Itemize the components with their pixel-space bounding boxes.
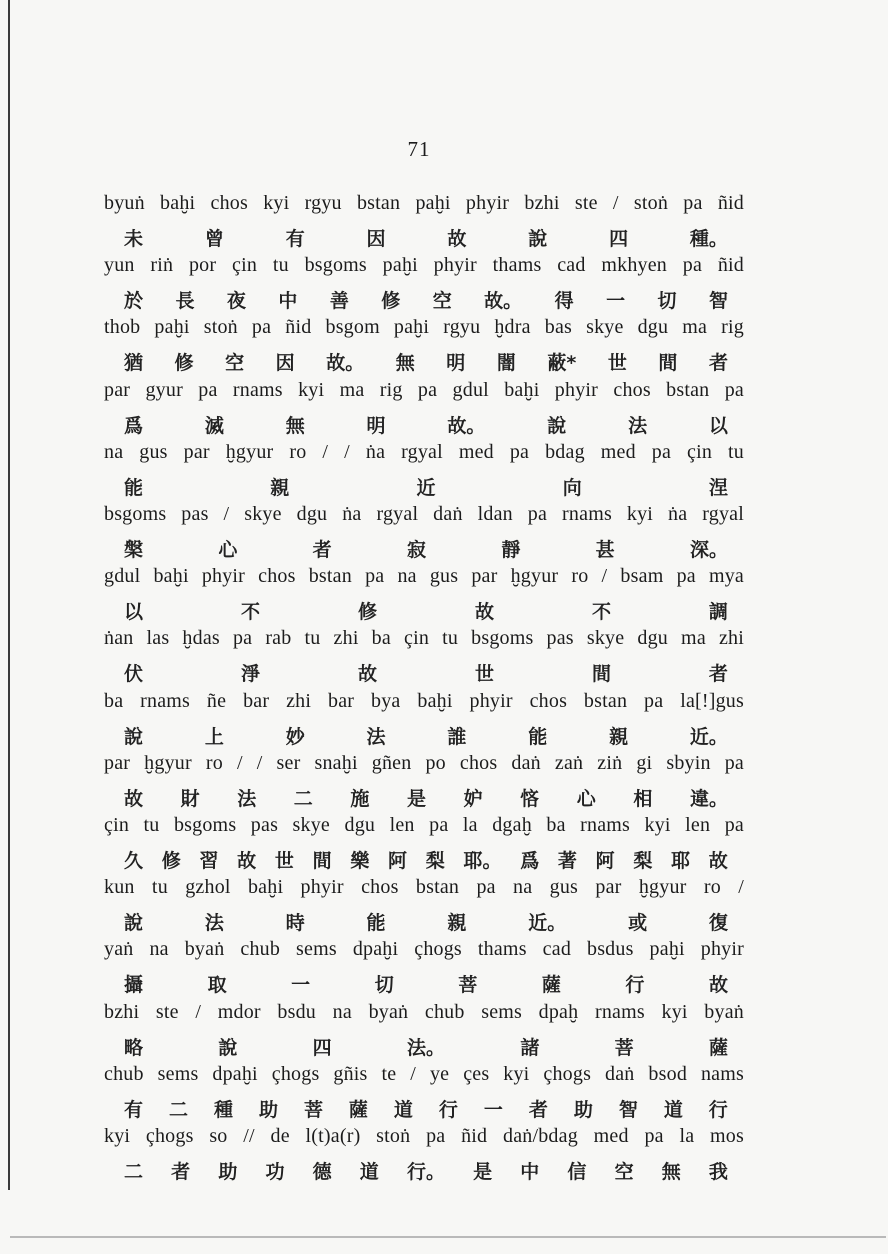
chinese-line <box>124 722 728 749</box>
chinese-character: 是 <box>406 787 426 810</box>
chinese-character: 近。 <box>689 725 728 748</box>
chinese-character: 無 <box>395 352 415 375</box>
chinese-character: 說 <box>124 725 144 748</box>
chinese-character: 二 <box>293 787 313 810</box>
chinese-character: 誰 <box>447 725 467 748</box>
chinese-character: 久 <box>124 850 144 872</box>
chinese-character: 不 <box>591 601 611 624</box>
chinese-character: 故 <box>474 601 494 624</box>
chinese-character: 故。 <box>326 352 365 375</box>
chinese-character: 悋 <box>520 787 540 810</box>
chinese-character: 不 <box>240 601 260 624</box>
chinese-line <box>124 348 728 375</box>
chinese-character: 行。 <box>406 1161 445 1183</box>
chinese-character: 種。 <box>689 228 728 250</box>
chinese-character: 者 <box>708 663 728 686</box>
chinese-line <box>124 970 728 997</box>
chinese-character: 梨 <box>425 850 445 872</box>
chinese-character: 明 <box>446 352 466 375</box>
chinese-character: 長 <box>175 290 195 313</box>
chinese-line <box>124 224 728 251</box>
chinese-character: 故。 <box>447 414 486 437</box>
chinese-character: 因 <box>275 352 295 375</box>
chinese-character: 阿 <box>595 850 615 872</box>
tibetan-line: bsgoms pas / skye dgu ṅa rgyal daṅ ldan pa rnams kyi ṅa rgyal <box>104 503 744 525</box>
chinese-character: 說 <box>124 912 144 935</box>
tibetan-line: ṅan las ḫdas pa rab tu zhi ba çin tu bsgoms pas skye dgu ma zhi <box>104 627 744 650</box>
chinese-character: 道 <box>663 1098 683 1121</box>
chinese-character: 一 <box>483 1098 503 1121</box>
chinese-character: 薩 <box>541 974 561 997</box>
chinese-character: 復 <box>708 912 728 935</box>
chinese-character: 薩 <box>348 1098 368 1121</box>
tibetan-line: ba rnams ñe bar zhi bar bya baḫi phyir chos bstan pa la[!]gus <box>104 689 744 712</box>
chinese-character: 菩 <box>614 1036 634 1059</box>
chinese-character: 智 <box>618 1098 638 1121</box>
chinese-character: 中 <box>520 1161 540 1183</box>
chinese-line <box>124 411 728 438</box>
chinese-character: 著 <box>557 850 577 872</box>
chinese-character: 上 <box>204 725 224 748</box>
chinese-character: 爲 <box>124 414 144 437</box>
chinese-character: 無 <box>661 1161 681 1183</box>
tibetan-line: kyi çhogs so // de l(t)a(r) stoṅ pa ñid daṅ/bdag med pa la mos <box>104 1125 744 1147</box>
chinese-line <box>124 659 728 686</box>
chinese-line <box>124 1033 728 1060</box>
chinese-character: 取 <box>207 974 227 997</box>
tibetan-line: byuṅ baḫi chos kyi rgyu bstan paḫi phyir bzhi ste / stoṅ pa ñid <box>104 192 744 214</box>
chinese-character: 修 <box>174 352 194 375</box>
left-margin-rule <box>8 0 10 1190</box>
tibetan-line: bzhi ste / mdor bsdu na byaṅ chub sems dpaḫ rnams kyi byaṅ <box>104 1000 744 1023</box>
chinese-character: 時 <box>285 912 305 935</box>
chinese-character: 菩 <box>303 1098 323 1121</box>
chinese-character: 道 <box>393 1098 413 1121</box>
chinese-character: 中 <box>278 290 298 313</box>
chinese-character: 或 <box>628 912 648 935</box>
chinese-character: 是 <box>473 1161 493 1183</box>
tibetan-line: çin tu bsgoms pas skye dgu len pa la dgaḫ ba rnams kyi len pa <box>104 814 744 836</box>
chinese-character: 能 <box>528 725 548 748</box>
tibetan-line: na gus par ḫgyur ro / / ṅa rgyal med pa bdag med pa çin tu <box>104 440 744 463</box>
tibetan-line: par ḫgyur ro / / ser snaḫi gñen po chos daṅ zaṅ ziṅ gi sbyin pa <box>104 751 744 774</box>
chinese-character: 者 <box>312 539 332 561</box>
chinese-character: 阿 <box>388 850 408 872</box>
chinese-line <box>124 473 728 500</box>
chinese-character: 蔽* <box>547 352 577 375</box>
chinese-character: 者 <box>528 1098 548 1121</box>
chinese-character: 間 <box>591 663 611 686</box>
chinese-character: 近。 <box>528 912 567 935</box>
chinese-character: 故 <box>708 974 728 997</box>
chinese-character: 以 <box>124 601 144 624</box>
chinese-character: 施 <box>350 787 370 810</box>
chinese-character: 行 <box>625 974 645 997</box>
chinese-character: 曾 <box>204 228 224 250</box>
chinese-character: 親 <box>270 476 290 499</box>
chinese-character: 道 <box>359 1161 379 1183</box>
chinese-character: 修 <box>357 601 377 624</box>
chinese-character: 法 <box>204 912 224 935</box>
chinese-character: 伏 <box>124 663 144 686</box>
chinese-character: 助 <box>218 1161 238 1183</box>
chinese-character: 法 <box>237 787 257 810</box>
chinese-character: 近 <box>416 476 436 499</box>
chinese-character: 因 <box>366 228 386 250</box>
chinese-character: 耶。 <box>463 850 502 872</box>
chinese-character: 空 <box>432 290 452 313</box>
chinese-character: 甚 <box>595 539 615 561</box>
chinese-character: 說 <box>547 414 567 437</box>
chinese-character: 向 <box>562 476 582 499</box>
chinese-character: 種 <box>213 1098 233 1121</box>
chinese-character: 靜 <box>501 539 521 561</box>
chinese-character: 法 <box>628 414 648 437</box>
chinese-character: 未 <box>124 228 144 250</box>
chinese-character: 行 <box>438 1098 458 1121</box>
chinese-character: 親 <box>447 912 467 935</box>
chinese-character: 菩 <box>458 974 478 997</box>
chinese-character: 明 <box>366 414 386 437</box>
chinese-character: 一 <box>606 290 626 313</box>
chinese-character: 德 <box>312 1161 332 1183</box>
chinese-character: 淨 <box>240 663 260 686</box>
chinese-character: 心 <box>576 787 596 810</box>
chinese-character: 滅 <box>204 414 224 437</box>
chinese-character: 梨 <box>633 850 653 872</box>
chinese-character: 攝 <box>124 974 144 997</box>
chinese-character: 故 <box>708 850 728 872</box>
chinese-character: 修 <box>381 290 401 313</box>
chinese-character: 無 <box>285 414 305 437</box>
chinese-character: 妒 <box>463 787 483 810</box>
chinese-character: 能 <box>124 476 144 499</box>
chinese-character: 有 <box>124 1098 144 1121</box>
chinese-character: 助 <box>573 1098 593 1121</box>
chinese-line <box>124 286 728 313</box>
chinese-character: 習 <box>199 850 219 872</box>
chinese-character: 我 <box>708 1161 728 1183</box>
chinese-character: 四 <box>609 228 629 250</box>
chinese-character: 爲 <box>520 850 540 872</box>
chinese-character: 樂 <box>350 850 370 872</box>
chinese-character: 空 <box>614 1161 634 1183</box>
page-number: 71 <box>407 137 431 161</box>
chinese-line <box>124 784 728 811</box>
chinese-character: 調 <box>708 601 728 624</box>
chinese-character: 略 <box>124 1036 144 1059</box>
chinese-line <box>124 1095 728 1122</box>
chinese-character: 以 <box>708 414 728 437</box>
chinese-character: 切 <box>657 290 677 313</box>
tibetan-line: yun riṅ por çin tu bsgoms paḫi phyir thams cad mkhyen pa ñid <box>104 254 744 277</box>
chinese-character: 助 <box>258 1098 278 1121</box>
chinese-character: 薩 <box>708 1036 728 1059</box>
chinese-character: 於 <box>124 290 144 313</box>
chinese-character: 故 <box>124 787 144 810</box>
chinese-character: 法。 <box>406 1036 445 1059</box>
chinese-character: 寂 <box>406 539 426 561</box>
chinese-character: 者 <box>708 352 728 375</box>
chinese-line <box>124 908 728 935</box>
chinese-character: 切 <box>374 974 394 997</box>
chinese-character: 相 <box>633 787 653 810</box>
chinese-character: 間 <box>658 352 678 375</box>
chinese-character: 故 <box>447 228 467 250</box>
tibetan-line: kun tu gzhol baḫi phyir chos bstan pa na gus par ḫgyur ro / <box>104 876 744 899</box>
chinese-character: 間 <box>312 850 332 872</box>
chinese-character: 信 <box>567 1161 587 1183</box>
chinese-character: 得 <box>554 290 574 313</box>
chinese-character: 闇 <box>496 352 516 375</box>
chinese-character: 智 <box>708 290 728 313</box>
chinese-character: 一 <box>291 974 311 997</box>
tibetan-line: thob paḫi stoṅ pa ñid bsgom paḫi rgyu ḫdra bas skye dgu ma rig <box>104 316 744 339</box>
chinese-character: 槃 <box>124 539 144 561</box>
chinese-character: 說 <box>218 1036 238 1059</box>
tibetan-line: gdul baḫi phyir chos bstan pa na gus par ḫgyur ro / bsam pa mya <box>104 565 744 588</box>
chinese-character: 違。 <box>689 787 728 810</box>
chinese-line <box>124 846 728 873</box>
chinese-character: 功 <box>265 1161 285 1183</box>
chinese-character: 親 <box>609 725 629 748</box>
chinese-character: 法 <box>366 725 386 748</box>
chinese-character: 耶 <box>671 850 691 872</box>
chinese-character: 故 <box>237 850 257 872</box>
chinese-character: 善 <box>329 290 349 313</box>
chinese-character: 財 <box>180 787 200 810</box>
chinese-character: 者 <box>171 1161 191 1183</box>
tibetan-line: par gyur pa rnams kyi ma rig pa gdul baḫi phyir chos bstan pa <box>104 378 744 401</box>
chinese-character: 說 <box>528 228 548 250</box>
chinese-character: 涅 <box>708 476 728 499</box>
chinese-character: 故 <box>357 663 377 686</box>
chinese-character: 世 <box>607 352 627 375</box>
tibetan-line: yaṅ na byaṅ chub sems dpaḫi çhogs thams cad bsdus paḫi phyir <box>104 938 744 961</box>
chinese-line <box>124 597 728 624</box>
chinese-character: 有 <box>285 228 305 250</box>
chinese-character: 二 <box>168 1098 188 1121</box>
chinese-character: 故。 <box>484 290 523 313</box>
chinese-character: 能 <box>366 912 386 935</box>
chinese-character: 諸 <box>520 1036 540 1059</box>
chinese-line <box>124 1157 728 1184</box>
chinese-line <box>124 535 728 562</box>
bottom-rule <box>10 1236 886 1238</box>
chinese-character: 妙 <box>285 725 305 748</box>
chinese-character: 世 <box>274 850 294 872</box>
chinese-character: 四 <box>312 1036 332 1059</box>
chinese-character: 猶 <box>124 352 144 375</box>
chinese-character: 世 <box>474 663 494 686</box>
chinese-character: 深。 <box>689 539 728 561</box>
chinese-character: 夜 <box>226 290 246 313</box>
chinese-character: 空 <box>225 352 245 375</box>
chinese-character: 二 <box>124 1161 144 1183</box>
chinese-character: 心 <box>218 539 238 561</box>
chinese-character: 修 <box>161 850 181 872</box>
chinese-character: 行 <box>708 1098 728 1121</box>
tibetan-line: chub sems dpaḫi çhogs gñis te / ye çes kyi çhogs daṅ bsod nams <box>104 1062 744 1085</box>
